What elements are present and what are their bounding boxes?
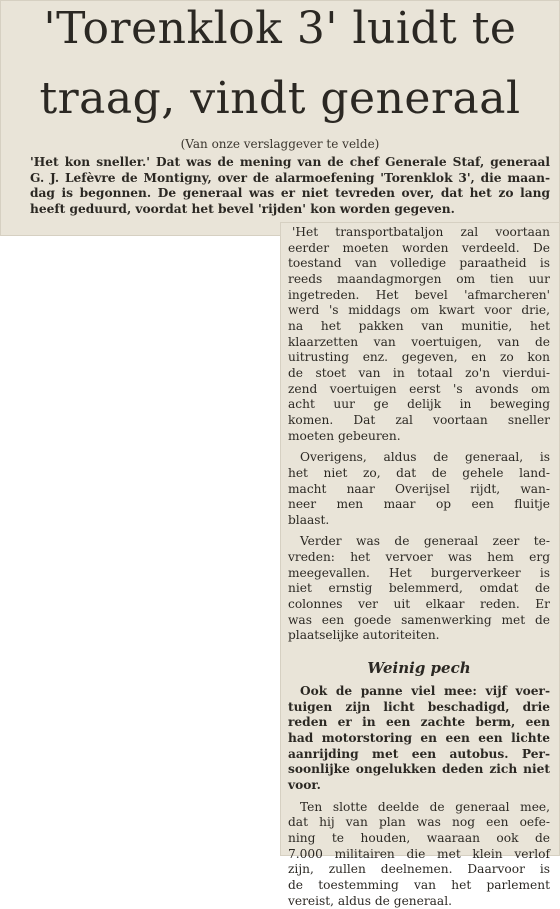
body-line: vereist, aldus de generaal.: [288, 893, 452, 908]
body-line: Overigens, aldus de generaal, is: [300, 450, 550, 465]
body-paragraph-2: [288, 450, 550, 528]
body-line: tuigen zijn licht beschadigd, drie: [288, 699, 550, 714]
body-line: meegevallen. Het burgerverkeer is: [288, 565, 550, 580]
body-line: Verder was de generaal zeer te-: [300, 534, 550, 549]
headline-line-2: traag, vindt generaal: [39, 73, 521, 124]
body-line: 'Het transportbataljon zal voortaan: [292, 225, 550, 239]
section-subhead: Weinig pech: [367, 659, 471, 678]
body-line: de toestemming van het parlement: [288, 877, 550, 892]
headline-line-1: 'Torenklok 3' luidt te: [43, 3, 517, 54]
body-line: vreden: het vervoer was hem erg: [288, 550, 550, 565]
body-line: plaatselijke autoriteiten.: [288, 628, 440, 643]
body-line: niet ernstig belemmerd, omdat de: [288, 581, 550, 596]
body-line: aanrijding met een autobus. Per-: [288, 746, 550, 761]
body-line: voor.: [288, 778, 321, 792]
body-line: werd 's middags om kwart voor drie,: [288, 303, 550, 318]
lead-line: G. J. Lefèvre de Montigny, over de alarmoefening 'Torenklok 3', die maan-: [30, 170, 550, 185]
body-paragraph-5: [288, 800, 550, 909]
body-line: moeten gebeuren.: [288, 428, 401, 443]
body-line: uitrusting enz. gegeven, en zo kon: [288, 350, 550, 365]
body-line: 7.000 militairen die met klein verlof: [288, 846, 550, 861]
body-line: zijn, zullen deelnemen. Daarvoor is: [288, 862, 550, 877]
body-line: was een goede samenwerking met de: [288, 612, 550, 627]
body-line: reden er in een zachte berm, een: [288, 715, 550, 730]
body-line: ning te houden, waaraan ook de: [288, 830, 550, 845]
byline: (Van onze verslaggever te velde): [180, 137, 380, 151]
body-line: colonnes ver uit elkaar reden. Er: [288, 597, 550, 612]
body-paragraph-1: [288, 225, 550, 444]
body-line: macht naar Overijsel rijdt, wan-: [288, 481, 550, 496]
body-line: ingetreden. Het bevel 'afmarcheren': [288, 287, 550, 302]
body-line: na het pakken van munitie, het: [288, 318, 550, 333]
body-line: zend voertuigen eerst 's avonds om: [288, 381, 550, 396]
body-line: eerder moeten worden verdeeld. De: [288, 240, 550, 255]
body-line: dat hij van plan was nog een oefe-: [288, 815, 550, 830]
body-line: soonlijke ongelukken deden zich niet: [288, 762, 550, 777]
body-line: klaarzetten van voertuigen, van de: [288, 334, 550, 349]
article-column: [288, 225, 550, 909]
body-line: acht uur ge delijk in beweging: [288, 397, 550, 412]
body-line: Ook de panne viel mee: vijf voer-: [300, 684, 550, 699]
body-paragraph-3: [288, 534, 550, 644]
lead-line: dag is begonnen. De generaal was er niet tevreden over, dat het zo lang: [30, 186, 550, 201]
lead-paragraph: [30, 155, 550, 217]
body-line: reeds maandagmorgen om tien uur: [288, 271, 550, 286]
body-line: komen. Dat zal voortaan sneller: [288, 412, 550, 427]
body-line: toestand van volledige paraatheid is: [288, 256, 550, 271]
body-line: de stoet van in totaal zo'n vierdui-: [288, 365, 550, 380]
body-line: had motorstoring en een een lichte: [288, 731, 550, 746]
body-line: het niet zo, dat de gehele land-: [288, 465, 550, 480]
body-paragraph-4: [288, 684, 550, 794]
lead-line: heeft geduurd, voordat het bevel 'rijden' kon worden gegeven.: [30, 201, 455, 216]
body-line: Ten slotte deelde de generaal mee,: [300, 799, 550, 814]
body-line: blaast.: [288, 512, 330, 527]
lead-line: 'Het kon sneller.' Dat was de mening van de chef Generale Staf, generaal: [30, 155, 550, 169]
body-line: neer men maar op een fluitje: [288, 497, 550, 512]
